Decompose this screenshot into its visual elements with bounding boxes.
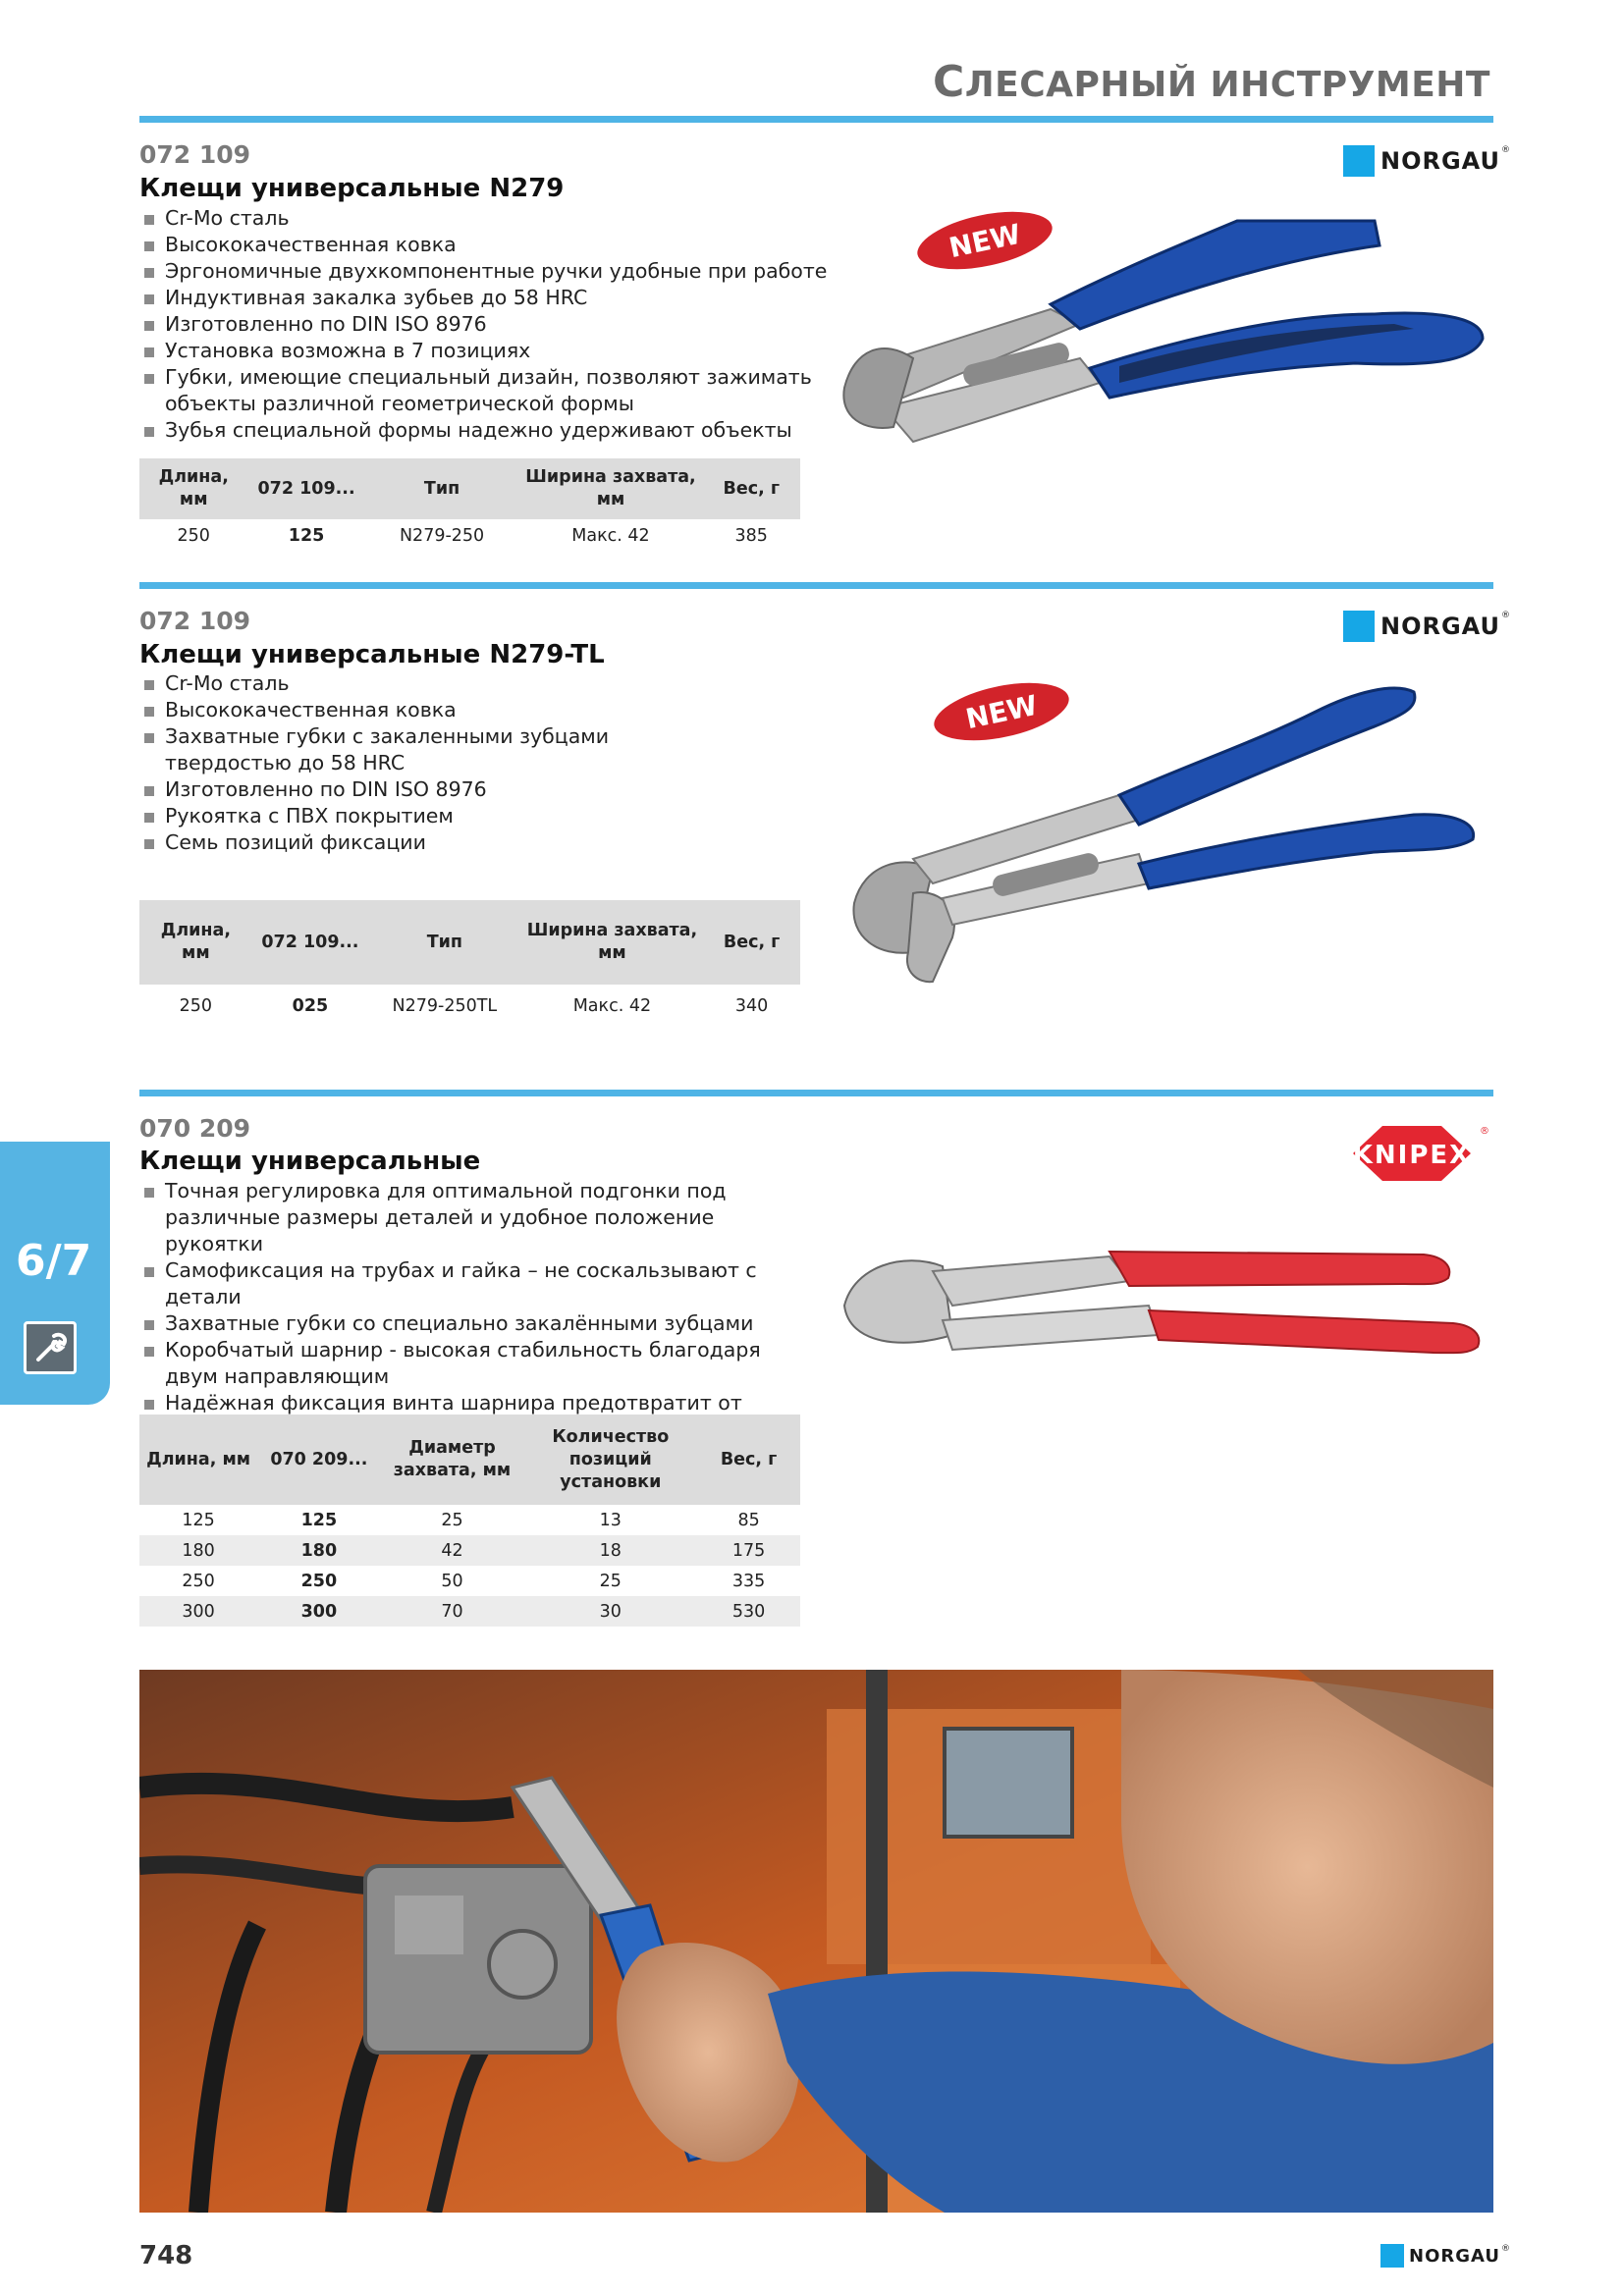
norgau-logo: NORGAU ® bbox=[1343, 145, 1510, 177]
feature-item: Самофиксация на трубах и гайка – не соскальзывают с детали bbox=[142, 1257, 810, 1310]
wrench-icon bbox=[24, 1321, 77, 1374]
feature-item: Эргономичные двухкомпонентные ручки удобные при работе bbox=[142, 258, 830, 285]
col-header: 070 209... bbox=[257, 1415, 380, 1505]
feature-item: Высококачественная ковка bbox=[142, 232, 830, 258]
product-image-pliers-n279 bbox=[825, 201, 1502, 486]
table-row: 250 250 50 25 335 bbox=[182, 1571, 766, 1591]
col-header: Ширина захвата, мм bbox=[519, 458, 703, 519]
col-header: Тип bbox=[365, 458, 519, 519]
feature-item: Губки, имеющие специальный дизайн, позволяют зажимать объекты различной геометрической формы bbox=[142, 364, 830, 417]
col-header: Длина, мм bbox=[139, 900, 252, 985]
col-header: Тип bbox=[368, 900, 521, 985]
feature-list bbox=[142, 670, 614, 856]
product-code: 070 209 bbox=[139, 1114, 251, 1143]
svg-text:NEW: NEW bbox=[946, 217, 1024, 265]
col-header: Длина, мм bbox=[139, 458, 247, 519]
col-header: Ширина захвата, мм bbox=[521, 900, 704, 985]
footer-norgau-logo: NORGAU ® bbox=[1380, 2244, 1510, 2268]
feature-item: Захватные губки со специально закалёнными зубцами bbox=[142, 1310, 810, 1337]
feature-item: Точная регулировка для оптимальной подгонки под различные размеры деталей и удобное положение рукоятки bbox=[142, 1178, 810, 1257]
feature-item: Изготовленно по DIN ISO 8976 bbox=[142, 311, 830, 338]
section-rule bbox=[139, 1090, 1493, 1096]
table-header-row bbox=[139, 1415, 800, 1505]
feature-item: Индуктивная закалка зубьев до 58 HRC bbox=[142, 285, 830, 311]
feature-item: Коробчатый шарнир - высокая стабильность благодаря двум направляющим bbox=[142, 1337, 810, 1390]
product-code: 072 109 bbox=[139, 607, 251, 635]
col-header: Вес, г bbox=[697, 1415, 800, 1505]
feature-item: Рукоятка с ПВХ покрытием bbox=[142, 803, 614, 829]
feature-item: Надёжная фиксация винта шарнира предотвратит от bbox=[142, 1390, 810, 1443]
table-row: 180 180 42 18 175 bbox=[139, 1535, 800, 1566]
feature-list bbox=[142, 1178, 810, 1443]
chapter-tab bbox=[0, 1142, 110, 1405]
col-header: 072 109... bbox=[247, 458, 364, 519]
col-header: Диаметр захвата, мм bbox=[381, 1415, 524, 1505]
feature-item: Зубья специальной формы надежно удерживают объекты bbox=[142, 417, 830, 444]
col-header: Вес, г bbox=[702, 458, 800, 519]
norgau-square-icon bbox=[1343, 611, 1375, 642]
svg-text:®: ® bbox=[1480, 1126, 1489, 1137]
table-row: 300 300 70 30 530 bbox=[139, 1596, 800, 1627]
product-image-pliers-n279-tl bbox=[825, 667, 1502, 991]
feature-item: Высококачественная ковка bbox=[142, 697, 614, 723]
table-row: 250 025 N279-250TL Макс. 42 340 bbox=[179, 996, 769, 1016]
usage-photo bbox=[139, 1670, 1493, 2213]
feature-item: Cr-Mo сталь bbox=[142, 205, 830, 232]
table-header-row bbox=[139, 900, 800, 985]
table-row: 125 125 25 13 85 bbox=[182, 1510, 760, 1530]
chapter-number: 6/7 bbox=[16, 1236, 92, 1286]
norgau-logo: NORGAU ® bbox=[1343, 611, 1510, 642]
feature-item: Cr-Mo сталь bbox=[142, 670, 614, 697]
feature-item: Изготовленно по DIN ISO 8976 bbox=[142, 776, 614, 803]
norgau-square-icon bbox=[1380, 2244, 1404, 2268]
knipex-logo bbox=[1328, 1114, 1495, 1193]
feature-item: Семь позиций фиксации bbox=[142, 829, 614, 856]
table-row: 250 125 N279-250 Макс. 42 385 bbox=[177, 526, 768, 546]
col-header: Длина, мм bbox=[139, 1415, 257, 1505]
col-header: 072 109... bbox=[252, 900, 368, 985]
svg-text:KNIPEX: KNIPEX bbox=[1352, 1141, 1472, 1170]
section-title: СЛЕСАРНЫЙ ИНСТРУМЕНТ bbox=[932, 57, 1490, 107]
new-badge bbox=[910, 201, 1059, 282]
product-image-pliers-knipex bbox=[835, 1227, 1483, 1384]
spec-table bbox=[139, 458, 800, 553]
new-badge bbox=[927, 670, 1076, 754]
table-header-row bbox=[139, 458, 800, 519]
norgau-square-icon bbox=[1343, 145, 1375, 177]
col-header: Вес, г bbox=[703, 900, 800, 985]
feature-item: Установка возможна в 7 позициях bbox=[142, 338, 830, 364]
spec-table bbox=[139, 1415, 800, 1627]
page-number: 748 bbox=[139, 2241, 193, 2270]
product-title: Клещи универсальные N279-TL bbox=[139, 640, 605, 669]
product-code: 072 109 bbox=[139, 140, 251, 169]
feature-item: Захватные губки с закаленными зубцами твердостью до 58 HRC bbox=[142, 723, 614, 776]
product-title: Клещи универсальные bbox=[139, 1147, 481, 1176]
svg-text:NEW: NEW bbox=[962, 688, 1041, 736]
col-header: Количество позиций установки bbox=[523, 1415, 697, 1505]
spec-table bbox=[139, 900, 800, 1028]
feature-list bbox=[142, 205, 830, 444]
product-title: Клещи универсальные N279 bbox=[139, 174, 565, 203]
section-rule bbox=[139, 582, 1493, 589]
header-rule bbox=[139, 116, 1493, 123]
